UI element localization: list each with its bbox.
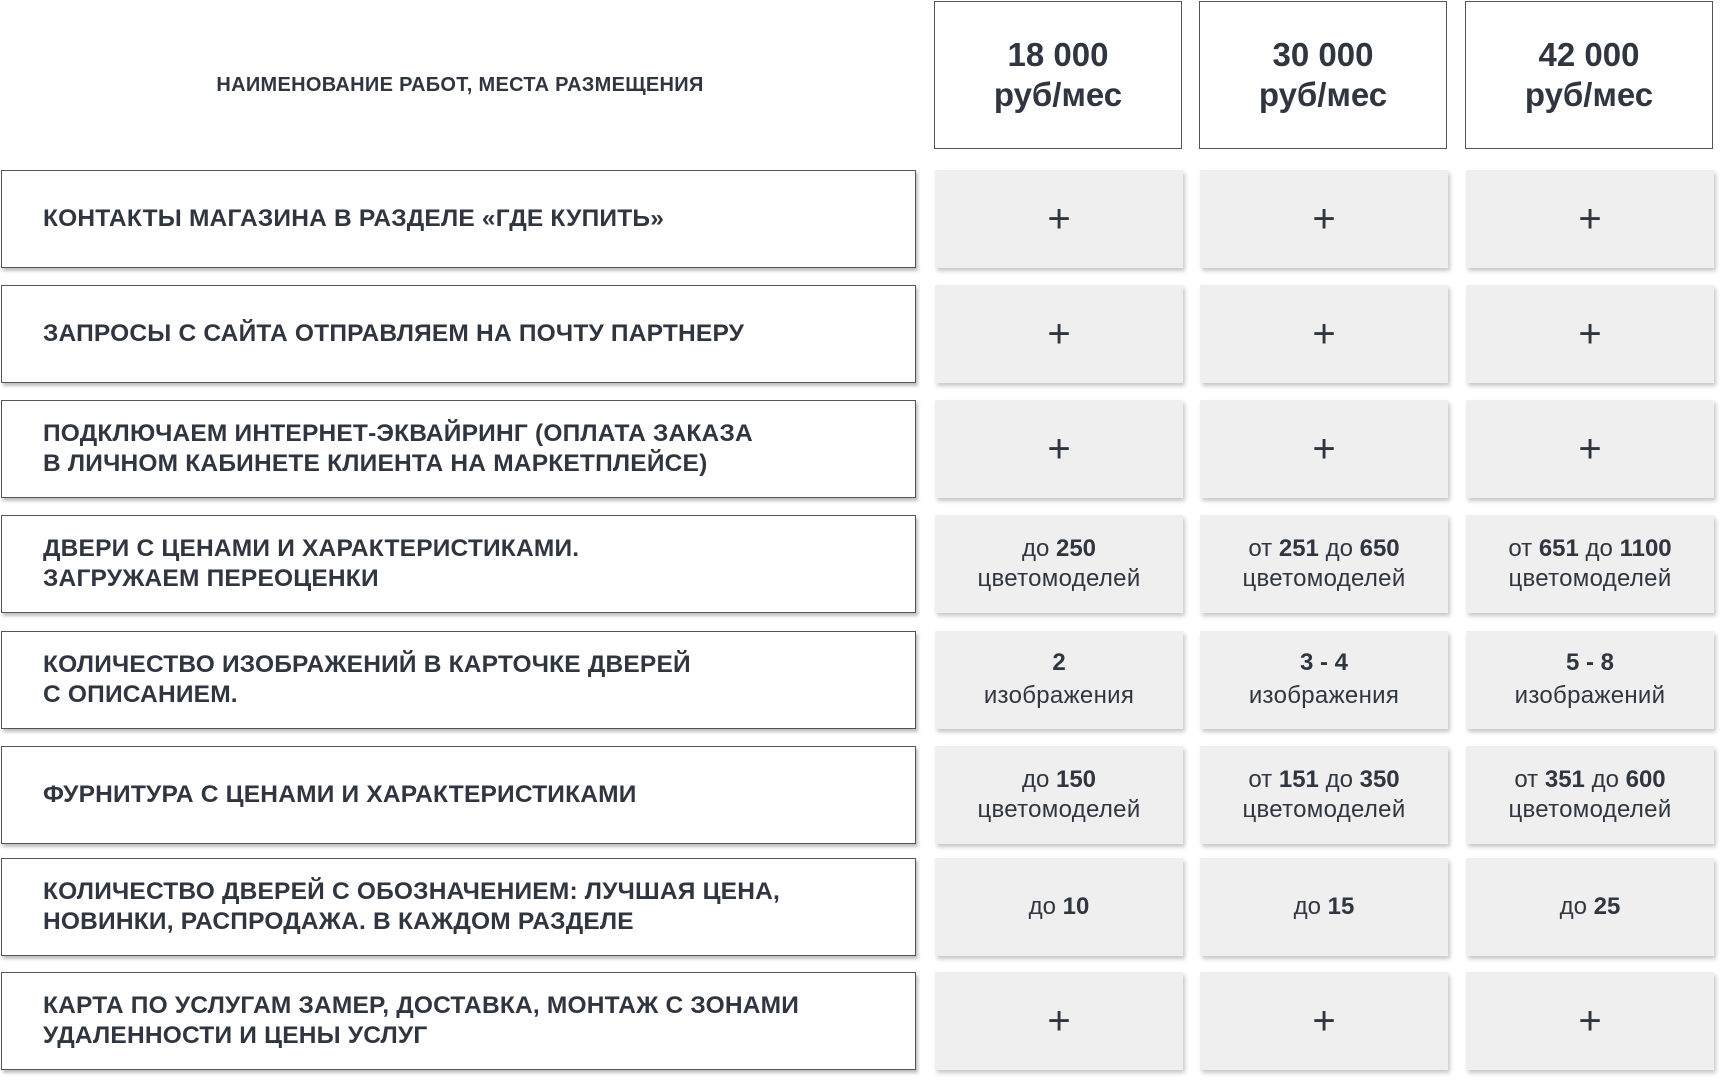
range-units: цветомоделей [1242, 565, 1406, 592]
plan-price-unit: руб/мес [1258, 76, 1388, 113]
value-cell [1466, 631, 1714, 729]
range-to-value: 10 [1062, 893, 1090, 920]
value-cell [935, 972, 1183, 1070]
image-count-word: изображений [1514, 682, 1666, 709]
value-cell [935, 170, 1183, 268]
value-cell [1466, 515, 1714, 613]
range-from-value: 151 [1278, 766, 1319, 793]
value-cell [935, 631, 1183, 729]
value-cell [935, 515, 1183, 613]
row-label-line: УДАЛЕННОСТИ И ЦЕНЫ УСЛУГ [43, 1022, 428, 1049]
range-line [1248, 765, 1399, 795]
plan-price-basic [934, 1, 1182, 149]
column-header-label: НАИМЕНОВАНИЕ РАБОТ, МЕСТА РАЗМЕЩЕНИЯ [216, 73, 704, 96]
image-count-word: изображения [983, 682, 1135, 709]
row-label-line: ФУРНИТУРА С ЦЕНАМИ И ХАРАКТЕРИСТИКАМИ [43, 781, 637, 808]
range-to-word: до [1325, 766, 1353, 793]
image-count: 5 - 8 [1565, 649, 1615, 676]
image-count: 3 - 4 [1299, 649, 1349, 676]
range-line [1022, 534, 1096, 564]
range-to-value: 600 [1625, 766, 1666, 793]
range-line [1508, 534, 1671, 564]
plus-icon: + [1047, 197, 1071, 241]
row-label-line: ЗАПРОСЫ С САЙТА ОТПРАВЛЯЕМ НА ПОЧТУ ПАРТНЕРУ [43, 320, 745, 347]
plan-price-unit: руб/мес [1524, 76, 1654, 113]
range-from-word: от [1514, 766, 1539, 793]
range-to-value: 1100 [1619, 535, 1672, 562]
range-units: цветомоделей [1242, 796, 1406, 823]
plus-icon: + [1312, 197, 1336, 241]
value-cell [935, 400, 1183, 498]
value-cell [1200, 631, 1448, 729]
row-label-line: НОВИНКИ, РАСПРОДАЖА. В КАЖДОМ РАЗДЕЛЕ [43, 908, 634, 935]
plus-icon: + [1312, 312, 1336, 356]
row-label-line: ДВЕРИ С ЦЕНАМИ И ХАРАКТЕРИСТИКАМИ. [43, 535, 580, 562]
row-label-line: ЗАГРУЖАЕМ ПЕРЕОЦЕНКИ [43, 565, 379, 592]
row-label-line: КОЛИЧЕСТВО ИЗОБРАЖЕНИЙ В КАРТОЧКЕ ДВЕРЕЙ [43, 651, 691, 678]
range-line [1560, 892, 1621, 922]
row-label [1, 515, 916, 613]
range-line [1022, 765, 1096, 795]
row-label-line: КАРТА ПО УСЛУГАМ ЗАМЕР, ДОСТАВКА, МОНТАЖ С ЗОНАМИ [43, 992, 800, 1019]
plus-icon: + [1578, 197, 1602, 241]
value-cell [1466, 400, 1714, 498]
range-units: цветомоделей [977, 565, 1141, 592]
row-label [1, 972, 916, 1070]
range-to-value: 15 [1327, 893, 1355, 920]
plus-icon: + [1312, 427, 1336, 471]
range-from-word: от [1248, 535, 1273, 562]
range-units: цветомоделей [977, 796, 1141, 823]
range-to-word: до [1021, 535, 1050, 562]
value-cell [1466, 972, 1714, 1070]
range-line [1029, 892, 1090, 922]
image-count-word: изображения [1248, 682, 1400, 709]
value-cell [1200, 285, 1448, 383]
row-label-line: КОНТАКТЫ МАГАЗИНА В РАЗДЕЛЕ «ГДЕ КУПИТЬ» [43, 205, 665, 232]
row-label [1, 746, 916, 844]
plus-icon: + [1312, 999, 1336, 1043]
range-line [1514, 765, 1665, 795]
plus-icon: + [1578, 999, 1602, 1043]
range-from-word: от [1508, 535, 1533, 562]
row-label [1, 400, 916, 498]
plan-price-amount: 42 000 [1538, 36, 1640, 73]
range-from-word: от [1248, 766, 1273, 793]
plan-price-unit: руб/мес [993, 76, 1123, 113]
range-to-word: до [1585, 535, 1613, 562]
range-line [1294, 892, 1355, 922]
row-label-line: С ОПИСАНИЕМ. [43, 681, 238, 708]
range-to-word: до [1293, 893, 1321, 920]
plan-price-amount: 30 000 [1272, 36, 1374, 73]
value-cell [1466, 170, 1714, 268]
value-cell [1200, 400, 1448, 498]
row-label [1, 285, 916, 383]
image-count: 2 [1052, 649, 1066, 676]
value-cell [935, 858, 1183, 956]
value-cell [1200, 858, 1448, 956]
row-label [1, 631, 916, 729]
row-label-line: КОЛИЧЕСТВО ДВЕРЕЙ С ОБОЗНАЧЕНИЕМ: ЛУЧШАЯ ЦЕНА, [43, 878, 781, 905]
range-to-word: до [1021, 766, 1050, 793]
range-units: цветомоделей [1508, 796, 1672, 823]
plan-price-amount: 18 000 [1007, 36, 1109, 73]
range-to-value: 150 [1055, 766, 1097, 793]
value-cell [935, 285, 1183, 383]
plus-icon: + [1578, 427, 1602, 471]
range-to-value: 250 [1055, 535, 1097, 562]
row-label [1, 858, 916, 956]
plus-icon: + [1047, 312, 1071, 356]
range-from-value: 351 [1544, 766, 1585, 793]
value-cell [1200, 170, 1448, 268]
range-to-value: 25 [1593, 893, 1621, 920]
plus-icon: + [1047, 999, 1071, 1043]
value-cell [1466, 285, 1714, 383]
value-cell [1466, 746, 1714, 844]
range-to-word: до [1559, 893, 1587, 920]
range-units: цветомоделей [1508, 565, 1672, 592]
range-to-word: до [1591, 766, 1619, 793]
row-label [1, 170, 916, 268]
plus-icon: + [1047, 427, 1071, 471]
range-to-value: 650 [1359, 535, 1400, 562]
value-cell [1466, 858, 1714, 956]
range-line [1248, 534, 1399, 564]
range-to-word: до [1028, 893, 1056, 920]
row-label-line: ПОДКЛЮЧАЕМ ИНТЕРНЕТ-ЭКВАЙРИНГ (ОПЛАТА ЗАКАЗА [43, 420, 753, 447]
value-cell [1200, 515, 1448, 613]
range-to-word: до [1325, 535, 1353, 562]
value-cell [935, 746, 1183, 844]
value-cell [1200, 746, 1448, 844]
range-from-value: 251 [1278, 535, 1319, 562]
plan-price-premium [1465, 1, 1713, 149]
range-from-value: 651 [1538, 535, 1579, 562]
value-cell [1200, 972, 1448, 1070]
row-label-line: В ЛИЧНОМ КАБИНЕТЕ КЛИЕНТА НА МАРКЕТПЛЕЙСЕ) [43, 450, 708, 477]
range-to-value: 350 [1359, 766, 1400, 793]
plan-price-standard [1199, 1, 1447, 149]
plus-icon: + [1578, 312, 1602, 356]
